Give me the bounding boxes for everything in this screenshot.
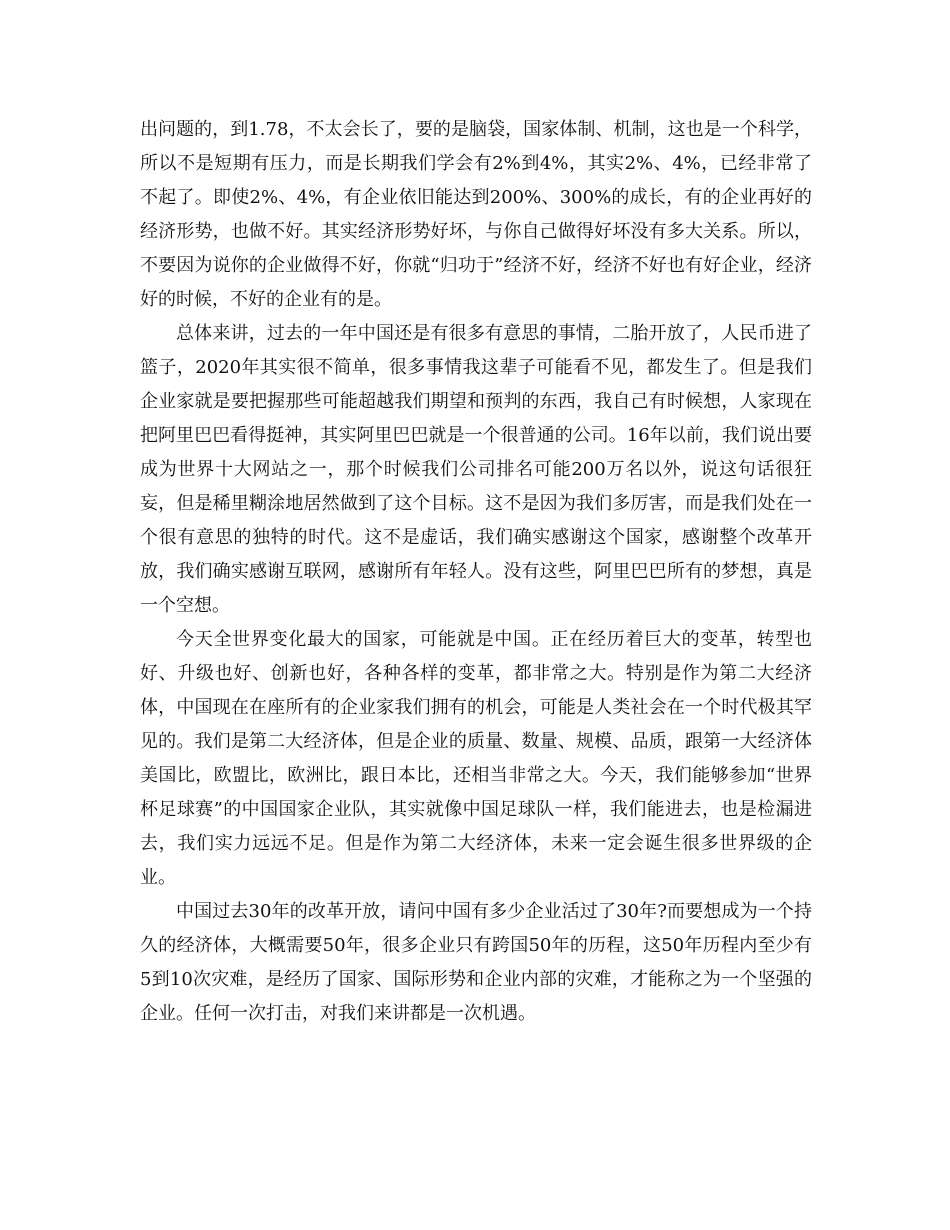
paragraph-4: 中国过去30年的改革开放，请问中国有多少企业活过了30年?而要想成为一个持久的经济体，大概需要50年，很多企业只有跨国50年的历程，这50年历程内至少有5到10次灾难，是经历了国家、国际形势和企业内部的灾难，才能称之为一个坚强的企业。任何一次打击，对我们来讲都是一次机遇。 — [140, 901, 812, 1024]
document-body — [140, 113, 812, 1031]
paragraph-2: 总体来讲，过去的一年中国还是有很多有意思的事情，二胎开放了，人民币进了篮子，2020年其实很不简单，很多事情我这辈子可能看不见，都发生了。但是我们企业家就是要把握那些可能超越我们期望和预判的东西，我自己有时候想，人家现在把阿里巴巴看得挺神，其实阿里巴巴就是一个很普通的公司。16年以前，我们说出要成为世界十大网站之一，那个时候我们公司排名可能200万名以外，说这句话很狂妄，但是稀里糊涂地居然做到了这个目标。这不是因为我们多厉害，而是我们处在一个很有意思的独特的时代。这不是虚话，我们确实感谢这个国家，感谢整个改革开放，我们确实感谢互联网，感谢所有年轻人。没有这些，阿里巴巴所有的梦想，真是一个空想。 — [140, 323, 812, 616]
paragraph-1: 出问题的，到1.78，不太会长了，要的是脑袋，国家体制、机制，这也是一个科学，所以不是短期有压力，而是长期我们学会有2%到4%，其实2%、4%，已经非常了不起了。即使2%、4%，有企业依旧能达到200%、300%的成长，有的企业再好的经济形势，也做不好。其实经济形势好坏，与你自己做得好坏没有多大关系。所以，不要因为说你的企业做得不好，你就“归功于”经济不好，经济不好也有好企业，经济好的时候，不好的企业有的是。 — [140, 119, 812, 310]
paragraph-3: 今天全世界变化最大的国家，可能就是中国。正在经历着巨大的变革，转型也好、升级也好、创新也好，各种各样的变革，都非常之大。特别是作为第二大经济体，中国现在在座所有的企业家我们拥有的机会，可能是人类社会在一个时代极其罕见的。我们是第二大经济体，但是企业的质量、数量、规模、品质，跟第一大经济体美国比，欧盟比，欧洲比，跟日本比，还相当非常之大。今天，我们能够参加“世界杯足球赛”的中国国家企业队，其实就像中国足球队一样，我们能进去，也是检漏进去，我们实力远远不足。但是作为第二大经济体，未来一定会诞生很多世界级的企业。 — [140, 629, 812, 888]
